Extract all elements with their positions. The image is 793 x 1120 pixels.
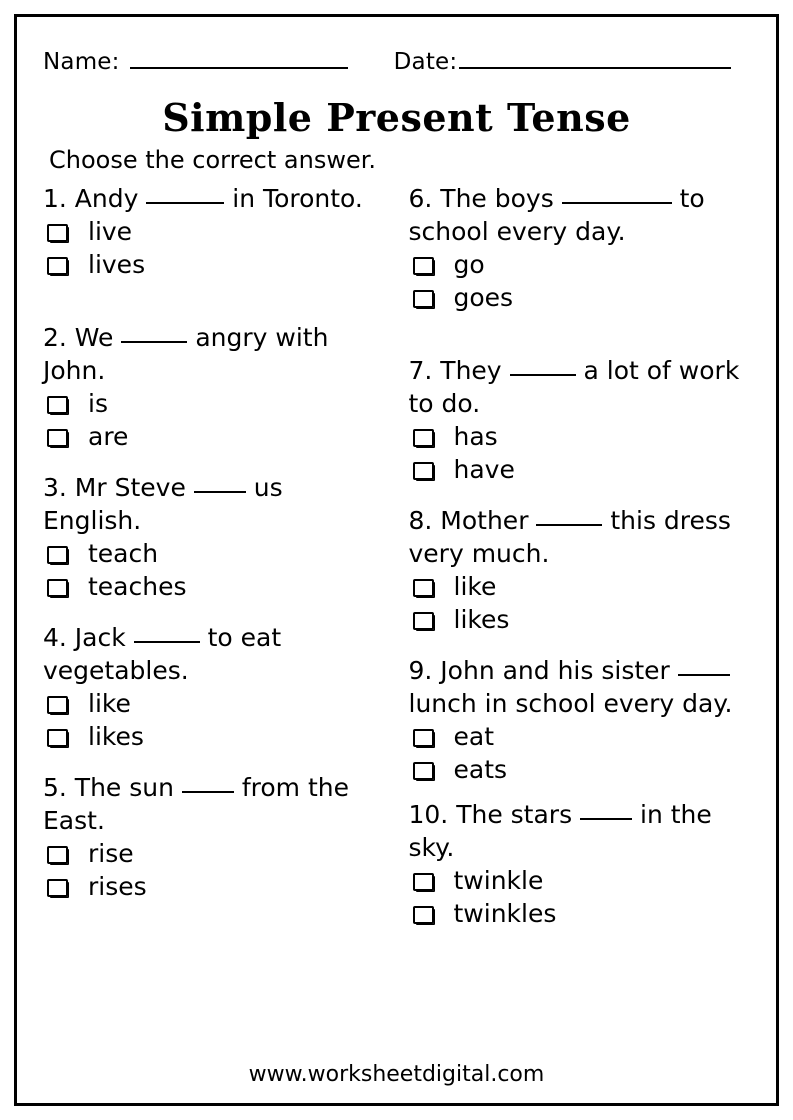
question-6-blank[interactable] <box>562 186 672 204</box>
question-3-option-2[interactable] <box>47 571 385 603</box>
checkbox-icon[interactable] <box>47 429 68 447</box>
question-3-part-b: us English. <box>43 473 283 535</box>
question-3 <box>43 471 385 603</box>
question-7-option-2[interactable] <box>413 454 751 486</box>
question-1-option-1-label: live <box>88 217 133 246</box>
questions-column-left <box>43 182 397 1062</box>
question-2-blank[interactable] <box>121 325 187 343</box>
question-4-part-a: 4. Jack <box>43 623 134 652</box>
question-10-part-b: in the sky. <box>408 800 712 862</box>
question-4-part-b: to eat vegetables. <box>43 623 282 685</box>
question-9-part-a: 9. John and his sister <box>408 656 678 685</box>
question-10-text <box>409 798 751 864</box>
question-8-option-1[interactable] <box>413 571 751 603</box>
question-9-option-1-label: eat <box>453 722 495 751</box>
question-8-part-a: 8. Mother <box>408 506 537 535</box>
question-6 <box>409 182 751 314</box>
question-7 <box>409 354 751 486</box>
question-8-option-2-label: likes <box>453 605 510 634</box>
question-6-text <box>409 182 751 248</box>
question-7-blank[interactable] <box>510 358 576 376</box>
question-10-blank[interactable] <box>580 802 632 820</box>
checkbox-icon[interactable] <box>47 546 68 564</box>
question-8-blank[interactable] <box>536 508 602 526</box>
question-2-option-2[interactable] <box>47 421 385 453</box>
question-4-text <box>43 621 385 687</box>
checkbox-icon[interactable] <box>47 396 68 414</box>
checkbox-icon[interactable] <box>47 224 68 242</box>
name-input-line[interactable] <box>130 47 348 69</box>
checkbox-icon[interactable] <box>413 257 434 275</box>
question-1 <box>43 182 385 281</box>
checkbox-icon[interactable] <box>413 729 434 747</box>
question-2-option-2-label: are <box>88 422 129 451</box>
question-4-option-2-label: likes <box>88 722 144 751</box>
question-3-option-1[interactable] <box>47 538 385 570</box>
question-10-part-a: 10. The stars <box>408 800 581 829</box>
question-6-part-a: 6. The boys <box>408 184 562 213</box>
question-6-option-2-label: goes <box>453 283 514 312</box>
question-5-text <box>43 771 385 837</box>
question-5-blank[interactable] <box>182 775 234 793</box>
question-7-part-b: a lot of work to do. <box>408 356 740 418</box>
checkbox-icon[interactable] <box>47 846 68 864</box>
question-1-part-a: 1. Andy <box>43 184 147 213</box>
question-1-option-1[interactable] <box>47 216 385 248</box>
question-2-text <box>43 321 385 387</box>
question-4-option-1[interactable] <box>47 688 385 720</box>
checkbox-icon[interactable] <box>47 696 68 714</box>
question-5 <box>43 771 385 903</box>
checkbox-icon[interactable] <box>413 290 434 308</box>
checkbox-icon[interactable] <box>47 879 68 897</box>
question-9-part-b: lunch in school every day. <box>408 689 733 718</box>
question-6-option-1[interactable] <box>413 249 751 281</box>
question-3-option-2-label: teaches <box>88 572 187 601</box>
question-3-option-1-label: teach <box>88 539 159 568</box>
question-6-option-2[interactable] <box>413 282 751 314</box>
question-9-option-1[interactable] <box>413 721 751 753</box>
question-3-part-a: 3. Mr Steve <box>43 473 194 502</box>
page-title: Simple Present Tense <box>162 95 631 140</box>
question-7-option-2-label: have <box>453 455 515 484</box>
checkbox-icon[interactable] <box>413 612 434 630</box>
question-9-text <box>409 654 751 720</box>
question-2-option-1-label: is <box>88 389 108 418</box>
question-4 <box>43 621 385 753</box>
checkbox-icon[interactable] <box>413 429 434 447</box>
question-10-option-2-label: twinkles <box>453 899 557 928</box>
question-10-option-1[interactable] <box>413 865 751 897</box>
questions-area <box>43 182 750 1062</box>
question-9-option-2-label: eats <box>453 755 508 784</box>
question-4-option-1-label: like <box>88 689 131 718</box>
question-10-option-1-label: twinkle <box>453 866 544 895</box>
question-1-blank[interactable] <box>146 186 224 204</box>
question-2-part-b: angry with John. <box>43 323 329 385</box>
checkbox-icon[interactable] <box>413 873 434 891</box>
instruction-text: Choose the correct answer. <box>49 146 377 174</box>
question-9-blank[interactable] <box>678 658 730 676</box>
question-2 <box>43 321 385 453</box>
question-10 <box>409 798 751 930</box>
question-3-text <box>43 471 385 537</box>
name-label: Name: <box>43 49 120 75</box>
question-8-option-1-label: like <box>453 572 497 601</box>
question-1-option-2[interactable] <box>47 249 385 281</box>
question-4-option-2[interactable] <box>47 721 385 753</box>
question-8 <box>409 504 751 636</box>
question-7-option-1[interactable] <box>413 421 751 453</box>
checkbox-icon[interactable] <box>413 579 434 597</box>
question-1-part-b: in Toronto. <box>224 184 363 213</box>
worksheet-border <box>14 14 779 1106</box>
question-3-blank[interactable] <box>194 475 246 493</box>
checkbox-icon[interactable] <box>413 906 434 924</box>
question-5-option-2-label: rises <box>88 872 147 901</box>
checkbox-icon[interactable] <box>413 462 434 480</box>
footer-website: www.worksheetdigital.com <box>248 1062 545 1087</box>
question-7-option-1-label: has <box>453 422 498 451</box>
question-10-option-2[interactable] <box>413 898 751 930</box>
checkbox-icon[interactable] <box>413 762 434 780</box>
question-6-part-b: to school every day. <box>408 184 705 246</box>
question-5-option-1-label: rise <box>88 839 134 868</box>
question-7-text <box>409 354 751 420</box>
date-group <box>394 47 732 75</box>
question-9-option-2[interactable] <box>413 754 751 786</box>
question-2-part-a: 2. We <box>43 323 122 352</box>
question-5-option-2[interactable] <box>47 871 385 903</box>
name-date-row <box>43 47 750 75</box>
question-5-part-a: 5. The sun <box>43 773 182 802</box>
question-7-part-a: 7. They <box>408 356 510 385</box>
questions-column-right <box>397 182 751 1062</box>
date-label: Date: <box>393 49 458 75</box>
question-4-blank[interactable] <box>134 625 200 643</box>
question-1-text <box>43 182 385 215</box>
question-8-text <box>409 504 751 570</box>
question-8-option-2[interactable] <box>413 604 751 636</box>
question-6-option-1-label: go <box>453 250 485 279</box>
checkbox-icon[interactable] <box>47 257 68 275</box>
question-5-part-b: from the East. <box>43 773 350 835</box>
question-2-option-1[interactable] <box>47 388 385 420</box>
question-5-option-1[interactable] <box>47 838 385 870</box>
checkbox-icon[interactable] <box>47 729 68 747</box>
date-input-line[interactable] <box>459 47 731 69</box>
question-8-part-b: this dress very much. <box>408 506 731 568</box>
question-1-option-2-label: lives <box>88 250 146 279</box>
question-9 <box>409 654 751 786</box>
checkbox-icon[interactable] <box>47 579 68 597</box>
